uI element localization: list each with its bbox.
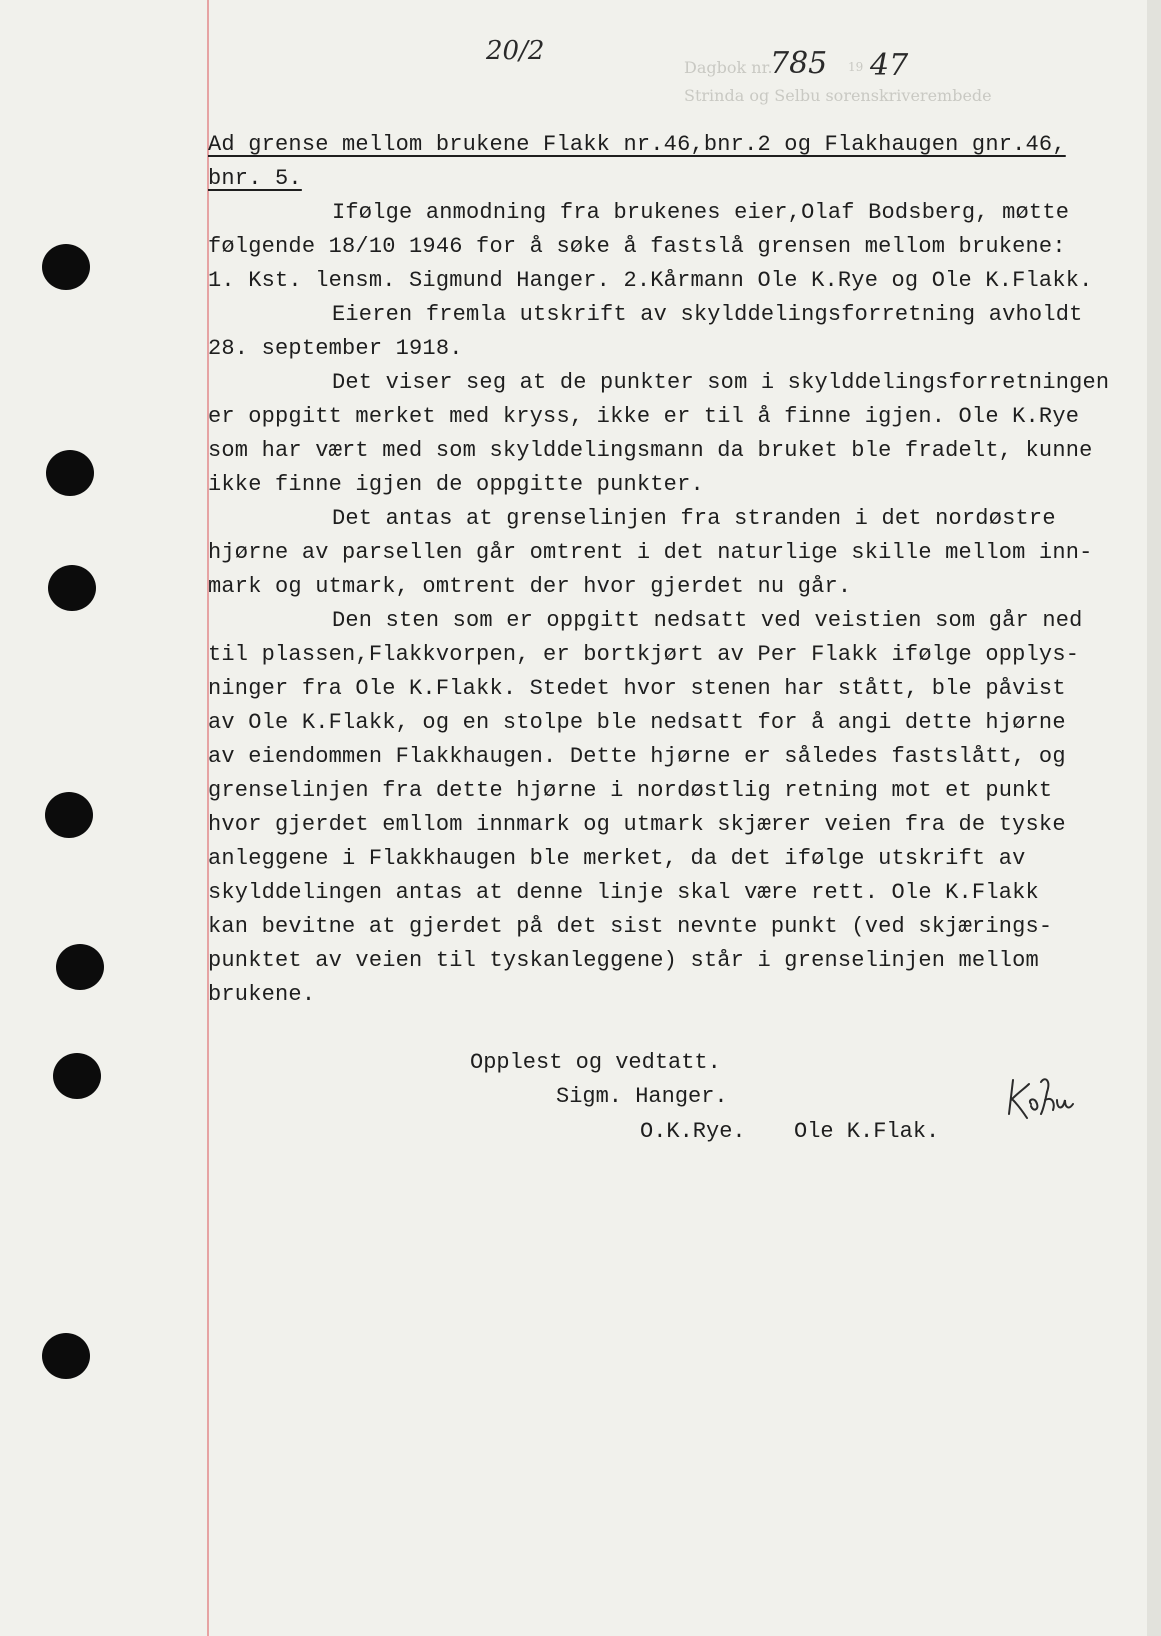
stamp-court-name: Strinda og Selbu sorenskriverembede (684, 86, 992, 105)
stamp-year-mark: 19 (848, 60, 864, 74)
body-line: hvor gjerdet emllom innmark og utmark skjærer veien fra de tyske (208, 812, 1066, 837)
read-approved-line: Opplest og vedtatt. (470, 1050, 721, 1075)
body-line: av Ole K.Flakk, og en stolpe ble nedsatt for å angi dette hjørne (208, 710, 1066, 735)
punch-hole (56, 944, 104, 990)
body-line: som har vært med som skylddelingsmann da bruket ble fradelt, kunne (208, 438, 1093, 463)
signer-rye: O.K.Rye. (640, 1119, 746, 1144)
body-line: Ifølge anmodning fra brukenes eier,Olaf Bodsberg, møtte (332, 200, 1070, 225)
handwritten-number: 785 (770, 46, 828, 81)
body-line: hjørne av parsellen går omtrent i det naturlige skille mellom inn- (208, 540, 1093, 565)
body-line: brukene. (208, 982, 316, 1007)
body-line: Eieren fremla utskrift av skylddelingsforretning avholdt (332, 302, 1083, 327)
body-line: av eiendommen Flakkhaugen. Dette hjørne er således fastslått, og (208, 744, 1066, 769)
punch-hole (42, 1333, 90, 1379)
body-line: anleggene i Flakkhaugen ble merket, da det ifølge utskrift av (208, 846, 1026, 871)
body-line: Det viser seg at de punkter som i skylddelingsforretningen (332, 370, 1110, 395)
body-line: Det antas at grenselinjen fra stranden i det nordøstre (332, 506, 1056, 531)
typed-text (208, 128, 1153, 1012)
punch-hole (42, 244, 90, 290)
handwritten-date: 20/2 (486, 36, 545, 66)
body-line: punktet av veien til tyskanleggene) står i grenselinjen mellom (208, 948, 1039, 973)
signer-hanger: Sigm. Hanger. (556, 1084, 728, 1109)
heading-line-2: bnr. 5. (208, 166, 302, 191)
body-line: 1. Kst. lensm. Sigmund Hanger. 2.Kårmann Ole K.Rye og Ole K.Flakk. (208, 268, 1093, 293)
heading-line-1: Ad grense mellom brukene Flakk nr.46,bnr.2 og Flakhaugen gnr.46, (208, 132, 1066, 157)
body-line: kan bevitne at gjerdet på det sist nevnte punkt (ved skjærings- (208, 914, 1053, 939)
handwritten-initials-signature (1005, 1070, 1105, 1130)
punch-hole (48, 565, 96, 611)
body-line: til plassen,Flakkvorpen, er bortkjørt av Per Flakk ifølge opplys- (208, 642, 1080, 667)
body-line: følgende 18/10 1946 for å søke å fastslå grensen mellom brukene: (208, 234, 1066, 259)
body-line: Den sten som er oppgitt nedsatt ved veistien som går ned (332, 608, 1083, 633)
body-line: 28. september 1918. (208, 336, 463, 361)
body-line: grenselinjen fra dette hjørne i nordøstlig retning mot et punkt (208, 778, 1053, 803)
body-line: skylddelingen antas at denne linje skal være rett. Ole K.Flakk (208, 880, 1039, 905)
body-line: mark og utmark, omtrent der hvor gjerdet nu går. (208, 574, 852, 599)
punch-hole (46, 450, 94, 496)
punch-hole (53, 1053, 101, 1099)
punch-hole (45, 792, 93, 838)
body-line: er oppgitt merket med kryss, ikke er til å finne igjen. Ole K.Rye (208, 404, 1080, 429)
body-line: ikke finne igjen de oppgitte punkter. (208, 472, 704, 497)
stamp-dagbok: Dagbok nr. (684, 58, 773, 77)
body-line: ninger fra Ole K.Flakk. Stedet hvor stenen har stått, ble påvist (208, 676, 1066, 701)
handwritten-year: 47 (870, 48, 909, 83)
signer-flakk: Ole K.Flak. (794, 1119, 940, 1144)
